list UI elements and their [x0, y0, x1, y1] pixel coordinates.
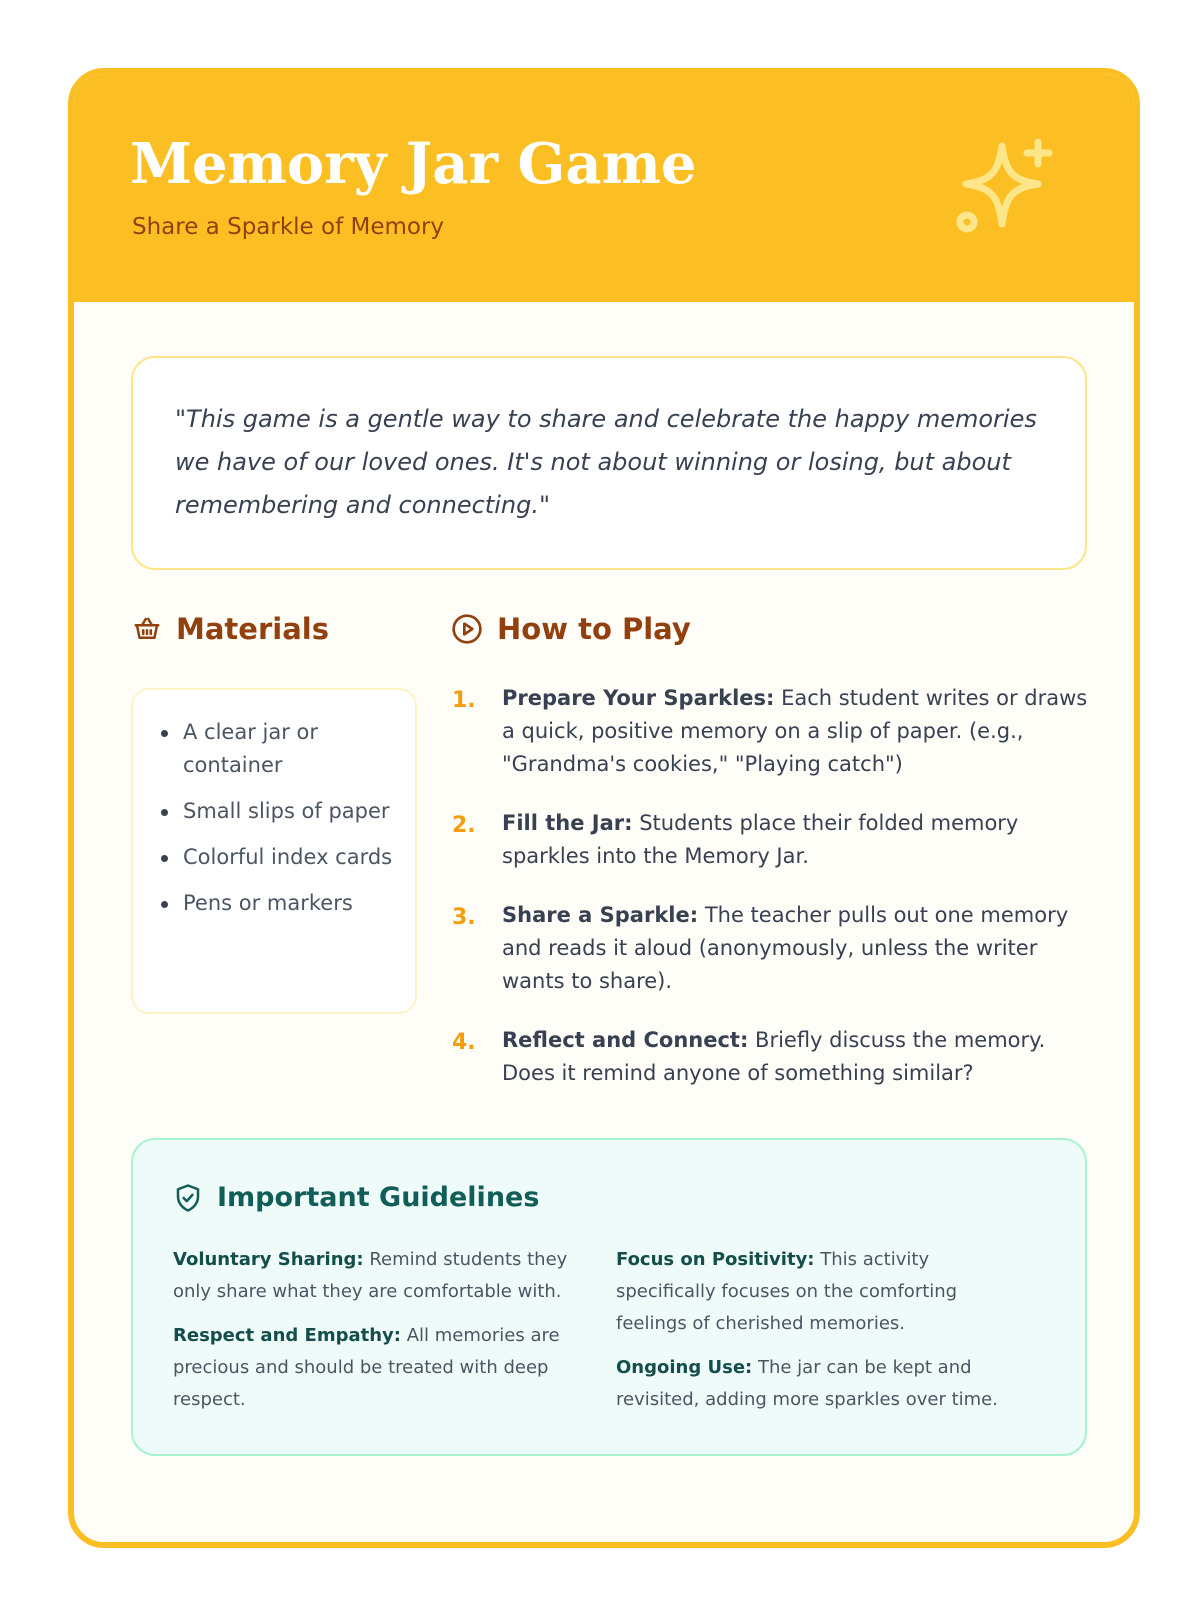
step-text: Each student writes or draws a quick, positive memory on a slip of paper. (e.g., "Grandma's cookies," "Playing catch") [502, 686, 1088, 776]
guideline-text: This activity specifically focuses on the comforting feelings of cherished memories. [616, 1249, 958, 1334]
step-number: 4. [452, 1030, 476, 1055]
steps-list [452, 682, 1092, 1116]
how-to-play-heading-label: How to Play [497, 612, 691, 646]
page-title: Memory Jar Game [130, 131, 697, 197]
materials-heading-label: Materials [176, 612, 329, 646]
guidelines-left-column [173, 1244, 583, 1428]
memory-jar-card [68, 68, 1140, 1548]
guideline-title: Voluntary Sharing: [173, 1249, 364, 1270]
list-item: A clear jar or container [183, 716, 399, 782]
materials-list [133, 690, 415, 920]
step-text: Briefly discuss the memory. Does it remind anyone of something similar? [502, 1028, 1046, 1085]
shield-check-icon [173, 1183, 203, 1213]
step-title: Share a Sparkle: [502, 903, 699, 927]
guideline-title: Ongoing Use: [616, 1357, 753, 1378]
sparkle-icon [954, 138, 1058, 242]
guidelines-right-column [616, 1244, 1026, 1428]
step-title: Reflect and Connect: [502, 1028, 749, 1052]
step-title: Fill the Jar: [502, 811, 633, 835]
guideline-item [173, 1320, 583, 1416]
basket-icon [132, 614, 162, 644]
card-header [74, 74, 1134, 302]
step-text: Students place their folded memory sparkles into the Memory Jar. [502, 811, 1019, 868]
materials-box [131, 688, 417, 1014]
step-number: 2. [452, 813, 476, 838]
how-to-play-heading [451, 612, 691, 646]
materials-heading [132, 612, 329, 646]
step-item [452, 899, 1092, 998]
step-number: 1. [452, 688, 476, 713]
step-text: The teacher pulls out one memory and reads it aloud (anonymously, unless the writer wants to share). [502, 903, 1069, 993]
intro-quote: "This game is a gentle way to share and celebrate the happy memories we have of our loved ones. It's not about winning or losing, but about remembering and connecting." [131, 356, 1087, 570]
guideline-title: Focus on Positivity: [616, 1249, 815, 1270]
page-subtitle: Share a Sparkle of Memory [132, 214, 445, 240]
guideline-title: Respect and Empathy: [173, 1325, 401, 1346]
step-title: Prepare Your Sparkles: [502, 686, 775, 710]
guideline-item [616, 1352, 1026, 1416]
guideline-text: Remind students they only share what they are comfortable with. [173, 1249, 568, 1302]
guideline-text: All memories are precious and should be treated with deep respect. [173, 1325, 560, 1410]
list-item: Colorful index cards [183, 841, 399, 874]
list-item: Pens or markers [183, 887, 399, 920]
guideline-item [173, 1244, 583, 1308]
guidelines-heading-label: Important Guidelines [217, 1182, 540, 1213]
guidelines-box [131, 1138, 1087, 1456]
list-item: Small slips of paper [183, 795, 399, 828]
step-item [452, 807, 1092, 873]
step-number: 3. [452, 905, 476, 930]
step-item [452, 682, 1092, 781]
step-item [452, 1024, 1092, 1090]
guideline-text: The jar can be kept and revisited, adding more sparkles over time. [616, 1357, 998, 1410]
guidelines-heading [173, 1182, 539, 1213]
guideline-item [616, 1244, 1026, 1340]
play-circle-icon [451, 613, 483, 645]
